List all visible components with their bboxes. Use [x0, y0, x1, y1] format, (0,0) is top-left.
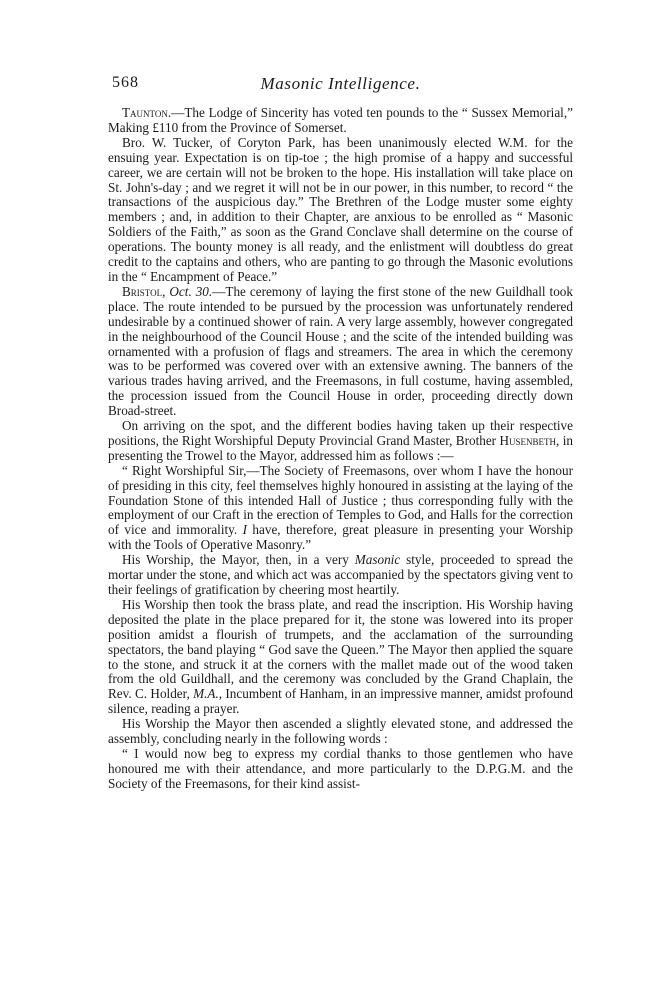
place-heading-taunton: Taunton.: [122, 105, 172, 120]
paragraph-arrival: [108, 419, 573, 464]
emphasis: Masonic: [354, 552, 401, 568]
paragraph-text: have, therefore, great pleasure in presenting your Worship with the Tools of Operative Masonry.”: [108, 522, 573, 553]
paragraph-text: “ Right Worshipful Sir,—The Society of Freemasons, over whom I have the honour of presiding in this city, feel themselves highly honoured in assisting at the laying of the Foundation Stone of this intended Hall of Justice ; thus corresponding fully with the employment of our Craft in the erection of Temples to God, and Halls for the correction of vice and immorality.: [108, 462, 573, 538]
person-name: Husenbeth,: [499, 432, 560, 448]
paragraph-bristol: [108, 285, 573, 419]
paragraph-text: His Worship the Mayor then ascended a slightly elevated stone, and addressed the assembly, concluding nearly in the following words :: [108, 716, 573, 747]
emphasis: M.A.: [193, 686, 219, 702]
paragraph-text: Bro. W. Tucker, of Coryton Park, has been unanimously elected W.M. for the ensuing year. Expectation is on tip-toe ; the high promise of a happy and successful career, we are certain will not be broken to the hope. His installation will take place on St. John's-day ; and we regret it will not be in our power, in this number, to record “ the transactions of the auspicious day.” The Brethren of the Lodge muster some eighty members ; and, in addition to their Chapter, are anxious to be enrolled as “ Masonic Soldiers of the Faith,” as soon as the Grand Conclave shall determine on the course of operations. The bounty money is all ready, and the enlistment will doubtless do great credit to the captains and others, who are panting to go through the Masonic evolutions in the “ Encampment of Peace.”: [108, 134, 573, 284]
paragraph-text: “ I would now beg to express my cordial thanks to those gentlemen who have honoured me with their attendance, and more particularly to the D.P.G.M. and the Society of the Freemasons, for their kind assist-: [108, 745, 573, 791]
book-page: [108, 74, 573, 792]
paragraph-mayor-address: [108, 717, 573, 747]
paragraph-text: His Worship, the Mayor, then, in a very: [122, 552, 355, 568]
running-head: Masonic Intelligence.: [260, 74, 421, 93]
place-heading-bristol: Bristol,: [122, 283, 166, 299]
paragraph-tucker: [108, 136, 573, 285]
paragraph-text: in presenting the Trowel to the Mayor, addressed him as follows :—: [108, 432, 573, 463]
page-header: [108, 74, 573, 96]
paragraph-mortar: [108, 553, 573, 598]
paragraph-text: —The Lodge of Sincerity has voted ten pounds to the “ Sussex Memorial,” Making £110 from the Province of Somerset.: [108, 105, 573, 135]
paragraph-address-quote: [108, 464, 573, 553]
date-heading: Oct. 30.: [165, 283, 213, 299]
paragraph-brass-plate: [108, 598, 573, 717]
paragraph-closing-quote: [108, 747, 573, 792]
page-number: 568: [112, 74, 139, 91]
paragraph-taunton: [108, 106, 573, 136]
paragraph-text: —The ceremony of laying the first stone of the new Guildhall took place. The route intended to be pursued by the procession was unfortunately rendered undesirable by a continued shower of rain. A very large assembly, however congregated in the neighbourhood of the Council House ; and the scite of the intended building was ornamented with a profusion of flags and streamers. The area in which the ceremony was to be performed was covered over with an extensive awning. The banners of the various trades having arrived, and the Freemasons, in full costume, having assembled, the procession issued from the Council House in order, proceeding directly down Broad-street.: [108, 283, 573, 419]
paragraph-text: , Incumbent of Hanham, in an impressive manner, amidst profound silence, reading a prayer.: [108, 686, 573, 717]
emphasis: I: [242, 522, 248, 538]
paragraph-text: His Worship then took the brass plate, and read the inscription. His Worship having deposited the plate in the place prepared for it, the stone was lowered into its proper position amidst a flourish of trumpets, and the acclamation of the surrounding spectators, the band playing “ God save the Queen.” The Mayor then applied the square to the stone, and struck it at the corners with the mallet made out of the wood taken from the old Guildhall, and the ceremony was concluded by the Grand Chaplain, the Rev. C. Holder,: [108, 596, 573, 702]
paragraph-text: On arriving on the spot, and the different bodies having taken up their respective positions, the Right Worshipful Deputy Provincial Grand Master, Brother: [108, 418, 573, 448]
article-body: [108, 106, 573, 792]
paragraph-text: style, proceeded to spread the mortar under the stone, and which act was accompanied by the spectators giving vent to their feelings of gratification by cheering most heartily.: [108, 552, 574, 597]
